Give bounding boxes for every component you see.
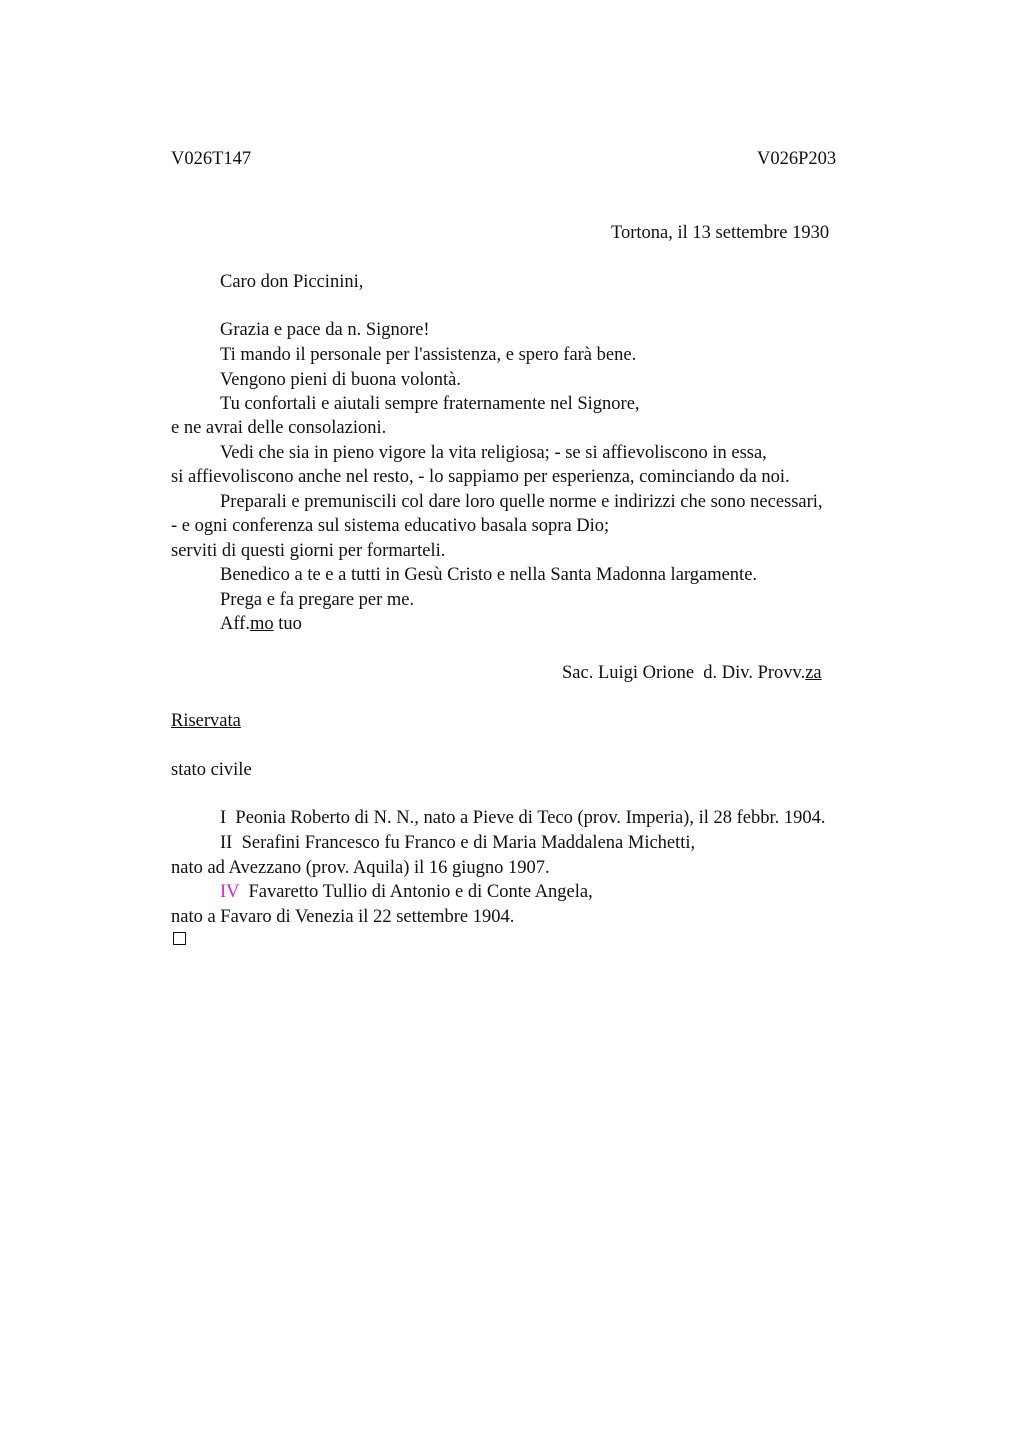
letter-closing — [220, 615, 302, 634]
letter-line: Tu confortali e aiutali sempre fraternamente nel Signore, — [220, 394, 640, 414]
entry-numeral: IV — [220, 882, 240, 902]
signature-text: Sac. Luigi Orione d. Div. Provv. — [562, 663, 806, 683]
letter-line: serviti di questi giorni per formarteli. — [171, 541, 446, 561]
entry-text: Favaretto Tullio di Antonio e di Conte Angela, — [239, 882, 593, 902]
empty-box-icon — [173, 932, 186, 945]
letter-line: Preparali e premuniscili col dare loro quelle norme e indirizzi che sono necessari, — [220, 492, 823, 512]
letter-line: Benedico a te e a tutti in Gesù Cristo e nella Santa Madonna largamente. — [220, 565, 758, 585]
entry-numeral: II — [220, 833, 233, 853]
letter-line: si affievoliscono anche nel resto, - lo sappiamo per esperienza, cominciando da noi. — [171, 467, 790, 487]
document-code-left: V026T147 — [171, 149, 252, 169]
registry-entry-continuation: nato ad Avezzano (prov. Aquila) il 16 giugno 1907. — [171, 858, 550, 878]
letter-salutation: Caro don Piccinini, — [220, 272, 364, 292]
reserved-label: Riservata — [171, 711, 241, 731]
letter-line: Prega e fa pregare per me. — [220, 590, 415, 610]
reserved-subtitle: stato civile — [171, 760, 252, 780]
signature-abbrev: za — [805, 663, 822, 683]
letter-line: Grazia e pace da n. Signore! — [220, 320, 430, 340]
letter-line: e ne avrai delle consolazioni. — [171, 418, 387, 438]
registry-entry — [220, 809, 825, 828]
closing-suffix: tuo — [273, 614, 302, 634]
closing-superscript: mo — [249, 614, 274, 634]
registry-entry-continuation: nato a Favaro di Venezia il 22 settembre 1904. — [171, 907, 515, 927]
letter-signature — [562, 664, 822, 683]
entry-text: Peonia Roberto di N. N., nato a Pieve di Teco (prov. Imperia), il 28 febbr. 1904. — [226, 808, 826, 828]
registry-entry — [220, 834, 695, 853]
registry-entry — [220, 883, 593, 902]
letter-line: - e ogni conferenza sul sistema educativo basala sopra Dio; — [171, 516, 610, 536]
document-code-right: V026P203 — [757, 149, 837, 169]
entry-numeral: I — [220, 808, 227, 828]
letter-line: Ti mando il personale per l'assistenza, e spero farà bene. — [220, 345, 637, 365]
letter-date: Tortona, il 13 settembre 1930 — [611, 223, 830, 243]
letter-line: Vedi che sia in pieno vigore la vita religiosa; - se si affievoliscono in essa, — [220, 443, 767, 463]
letter-line: Vengono pieni di buona volontà. — [220, 370, 461, 390]
closing-prefix: Aff. — [220, 614, 250, 634]
entry-text: Serafini Francesco fu Franco e di Maria Maddalena Michetti, — [232, 833, 696, 853]
